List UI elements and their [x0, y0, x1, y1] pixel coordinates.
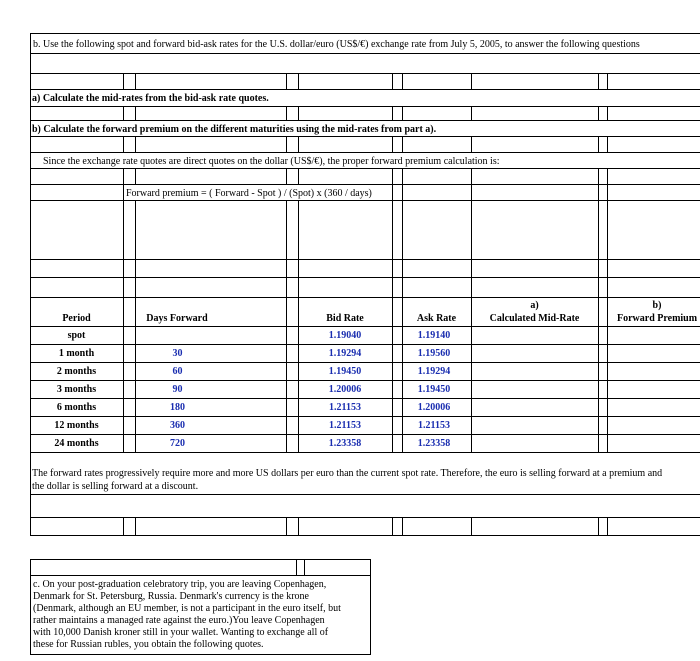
grid-line: [607, 200, 608, 452]
grid-line: [30, 33, 700, 34]
grid-line: [471, 106, 472, 120]
grid-line: [598, 106, 599, 120]
grid-line: [471, 136, 472, 152]
cell-bid: 1.21153: [329, 402, 361, 413]
grid-line: [30, 517, 700, 518]
grid-line: [402, 136, 403, 152]
grid-line: [30, 380, 700, 381]
intro-text: b. Use the following spot and forward bid-ask rates for the U.S. dollar/euro (US$/€) exchange rate from July 5, 2005, to answer the following questions: [33, 39, 640, 50]
grid-line: [30, 494, 700, 495]
conclusion-line-1: The forward rates progressively require more and more US dollars per euro than the current spot rate. Therefore, the euro is selling forward at a premium and: [32, 468, 663, 479]
grid-line: [296, 559, 297, 575]
grid-line: [598, 136, 599, 152]
grid-line: [30, 326, 700, 327]
grid-line: [135, 517, 136, 535]
grid-line: [30, 136, 700, 137]
cell-period: 12 months: [54, 420, 99, 431]
grid-line: [402, 200, 403, 452]
grid-line: [298, 73, 299, 89]
grid-line: [30, 362, 700, 363]
cell-ask: 1.21153: [418, 420, 450, 431]
formula-text: Forward premium = ( Forward - Spot ) / (Spot) x (360 / days): [126, 188, 372, 199]
grid-line: [607, 517, 608, 535]
grid-line: [286, 200, 287, 452]
grid-line: [30, 120, 700, 121]
grid-line: [471, 168, 472, 184]
grid-line: [304, 559, 305, 575]
grid-line: [135, 106, 136, 120]
cell-days: 60: [172, 366, 183, 377]
grid-line: [30, 106, 700, 107]
grid-line: [392, 168, 393, 184]
grid-line: [123, 168, 124, 184]
grid-line: [402, 184, 403, 200]
grid-line: [30, 33, 31, 535]
cell-period: 3 months: [56, 384, 97, 395]
cell-bid: 1.23358: [328, 438, 362, 449]
cell-bid: 1.19040: [328, 330, 362, 341]
grid-line: [135, 73, 136, 89]
grid-line: [123, 184, 124, 200]
cell-bid: 1.19450: [328, 366, 362, 377]
cell-days: 360: [170, 420, 185, 431]
grid-line: [123, 200, 124, 452]
grid-line: [392, 184, 393, 200]
grid-line: [286, 136, 287, 152]
grid-line: [123, 106, 124, 120]
cell-ask: 1.19560: [417, 348, 451, 359]
grid-line: [30, 434, 700, 435]
grid-line: [30, 277, 700, 278]
note-text: Since the exchange rate quotes are direct quotes on the dollar (US$/€), the proper forward premium calculation is:: [43, 156, 500, 167]
cell-days: 180: [170, 402, 185, 413]
cell-period: 6 months: [56, 402, 97, 413]
cell-period: 1 month: [58, 348, 95, 359]
cell-bid: 1.19294: [328, 348, 362, 359]
grid-line: [123, 136, 124, 152]
cell-period: spot: [67, 330, 86, 341]
grid-line: [607, 168, 608, 184]
part-a-heading: a) Calculate the mid-rates from the bid-ask rate quotes.: [32, 93, 269, 104]
grid-line: [402, 106, 403, 120]
cell-period: 24 months: [54, 438, 99, 449]
grid-line: [30, 184, 700, 185]
grid-line: [286, 517, 287, 535]
cell-days: 720: [170, 438, 185, 449]
grid-line: [392, 136, 393, 152]
grid-line: [286, 73, 287, 89]
grid-line: [598, 517, 599, 535]
grid-line: [402, 517, 403, 535]
cell-bid: 1.21153: [329, 420, 361, 431]
grid-line: [30, 89, 700, 90]
cell-bid: 1.20006: [328, 384, 362, 395]
grid-line: [123, 73, 124, 89]
cell-days: 30: [172, 348, 183, 359]
cell-days: 90: [172, 384, 183, 395]
grid-line: [392, 73, 393, 89]
grid-line: [607, 184, 608, 200]
grid-line: [402, 168, 403, 184]
grid-line: [607, 106, 608, 120]
grid-line: [598, 73, 599, 89]
grid-line: [298, 106, 299, 120]
cell-ask: 1.23358: [417, 438, 451, 449]
part-c-line: rather maintains a managed rate against the euro.)You leave Copenhagen: [33, 615, 325, 626]
grid-line: [370, 559, 371, 654]
conclusion-line-2: the dollar is selling forward at a discount.: [32, 481, 199, 492]
grid-line: [30, 53, 700, 54]
header-period: Period: [62, 313, 91, 324]
header-ask-rate: Ask Rate: [416, 313, 457, 324]
part-c-line: with 10,000 Danish kroner still in your wallet. Wanting to exchange all of: [33, 627, 329, 638]
grid-line: [30, 200, 700, 201]
cell-period: 2 months: [56, 366, 97, 377]
grid-line: [298, 168, 299, 184]
grid-line: [30, 452, 700, 453]
cell-ask: 1.19294: [417, 366, 451, 377]
grid-line: [298, 136, 299, 152]
grid-line: [598, 168, 599, 184]
grid-line: [471, 200, 472, 452]
grid-line: [607, 136, 608, 152]
grid-line: [135, 168, 136, 184]
grid-line: [30, 559, 31, 654]
grid-line: [123, 517, 124, 535]
header-days-forward: Days Forward: [146, 313, 208, 324]
header-calculated-mid-rate: Calculated Mid-Rate: [489, 313, 580, 324]
grid-line: [30, 398, 700, 399]
part-c-line: these for Russian rubles, you obtain the following quotes.: [33, 639, 264, 650]
grid-line: [598, 184, 599, 200]
grid-line: [286, 168, 287, 184]
part-b-heading: b) Calculate the forward premium on the different maturities using the mid-rates from part a).: [32, 124, 437, 135]
grid-line: [286, 106, 287, 120]
grid-line: [30, 297, 700, 298]
grid-line: [392, 517, 393, 535]
grid-line: [30, 575, 371, 576]
grid-line: [298, 517, 299, 535]
header-forward-premium: Forward Premium: [617, 313, 698, 324]
grid-line: [30, 559, 371, 560]
grid-line: [607, 73, 608, 89]
cell-ask: 1.19140: [417, 330, 451, 341]
header-a-label: a): [530, 300, 539, 311]
grid-line: [30, 344, 700, 345]
grid-line: [598, 200, 599, 452]
part-c-line: Denmark for St. Petersburg, Russia. Denmark's currency is the krone: [33, 591, 309, 602]
cell-ask: 1.20006: [417, 402, 451, 413]
grid-line: [30, 73, 700, 74]
grid-line: [471, 73, 472, 89]
header-bid-rate: Bid Rate: [326, 313, 364, 324]
cell-ask: 1.19450: [417, 384, 451, 395]
part-c-line: c. On your post-graduation celebratory trip, you are leaving Copenhagen,: [33, 579, 327, 590]
grid-line: [135, 136, 136, 152]
grid-line: [30, 654, 371, 655]
part-c-line: (Denmark, although an EU member, is not a participant in the euro itself, but: [33, 603, 341, 614]
grid-line: [30, 168, 700, 169]
grid-line: [392, 200, 393, 452]
grid-line: [392, 106, 393, 120]
grid-line: [135, 200, 136, 452]
header-b-label: b): [652, 300, 662, 311]
grid-line: [30, 535, 700, 536]
grid-line: [402, 73, 403, 89]
grid-line: [471, 517, 472, 535]
grid-line: [471, 184, 472, 200]
grid-line: [30, 259, 700, 260]
grid-line: [298, 200, 299, 452]
grid-line: [30, 152, 700, 153]
grid-line: [30, 416, 700, 417]
